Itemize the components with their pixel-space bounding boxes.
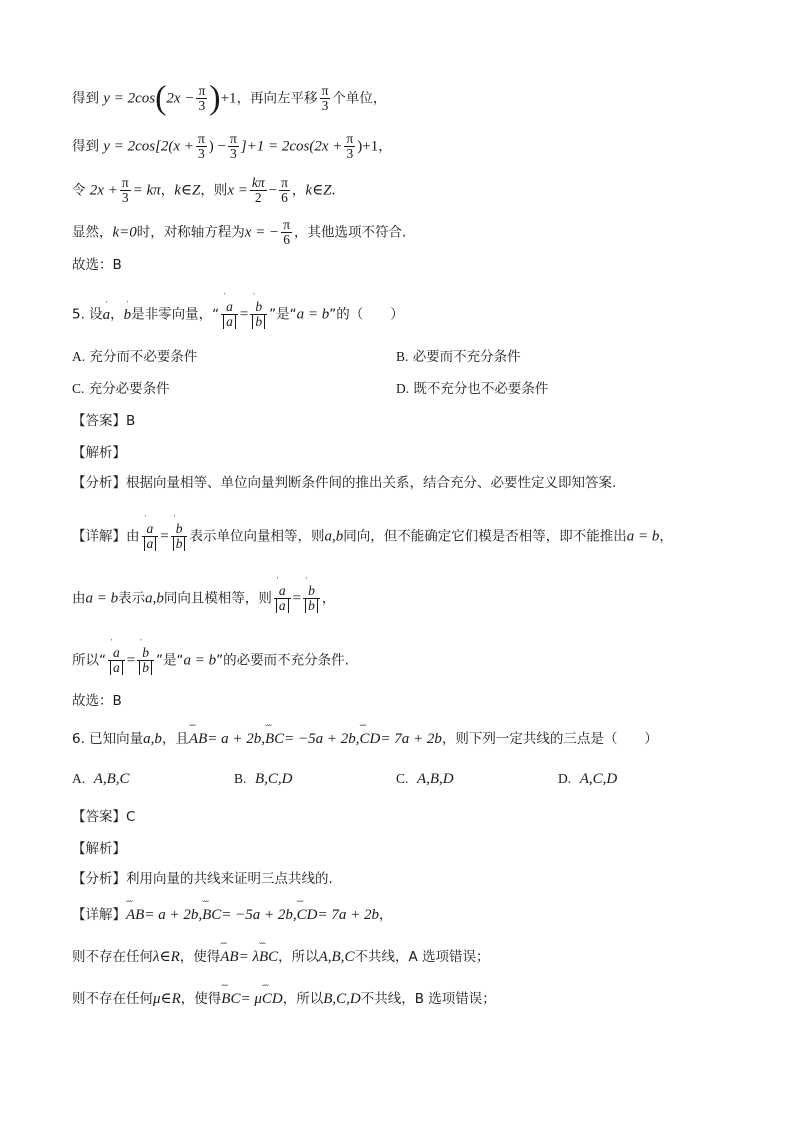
text: ，则 (200, 182, 228, 199)
math: = (126, 652, 136, 669)
num: ˈ a (274, 584, 291, 599)
text: 故选：B (72, 693, 122, 709)
num: ˈ a (108, 646, 125, 661)
fraction-unit-a (108, 646, 125, 675)
q5-option-b (396, 348, 521, 366)
option-label: A. (72, 349, 86, 364)
q6-option-b (234, 770, 292, 788)
math: 2x + (89, 182, 118, 199)
text: 得到 (72, 138, 99, 155)
den: a (276, 598, 289, 613)
num: π (121, 175, 129, 190)
text: ， (378, 138, 392, 155)
option-text: A,B,D (416, 771, 454, 787)
den: 2 (254, 190, 262, 205)
q5-jiexi (72, 444, 126, 462)
math: a = b (626, 528, 660, 545)
math: y = 2cos (103, 90, 156, 107)
text: 同向且模相等，则 (163, 590, 272, 607)
math: − (268, 182, 278, 199)
fraction (344, 132, 355, 161)
num: π (198, 83, 206, 98)
vec-BC: ˘˘˘ BC (265, 730, 284, 748)
num: π (321, 83, 329, 98)
math: A,B,C (318, 949, 355, 965)
fraction (120, 176, 131, 205)
vec-CD: ˘˘˘ CD (262, 990, 283, 1008)
option-label: D. (558, 771, 572, 786)
num: ˈ a (221, 300, 238, 315)
vec-AB: ˘˘˘ AB (126, 906, 144, 924)
answer-choice (72, 256, 122, 274)
text: 利用向量的共线来证明三点共线的. (126, 871, 333, 887)
math: +1 (220, 90, 237, 107)
math: = μ (240, 991, 262, 1007)
den: 3 (198, 98, 206, 113)
q-number: 5. 设 (72, 306, 103, 323)
q6-option-a (72, 770, 130, 788)
text: ， (321, 590, 336, 607)
option-text: A,B,C (93, 771, 130, 787)
text: ，其他选项不符合. (294, 224, 407, 241)
math: k=0 (112, 224, 137, 241)
vec-a: ˈ a (103, 306, 111, 324)
vec-BC: ˘˘˘ BC (221, 990, 240, 1008)
fraction (228, 132, 239, 161)
line-result (72, 132, 392, 161)
q5-stem (72, 300, 404, 329)
den: 3 (346, 146, 354, 161)
option-text: A,C,D (579, 771, 618, 787)
math: = (239, 306, 249, 323)
fraction-unit-b (137, 646, 154, 675)
num: ˈ b (250, 300, 267, 315)
den: 3 (121, 190, 129, 205)
vec-BC: ˘˘˘ BC (259, 948, 278, 966)
fraction-pi-6 (279, 176, 290, 205)
text: ”的（ ） (329, 306, 404, 323)
option-label: D. (396, 381, 410, 396)
q6-jiexi (72, 840, 126, 858)
vec-AB: ˘˘˘ AB (189, 730, 207, 748)
num: π (197, 131, 205, 146)
q5-fenxi (72, 474, 616, 492)
text: ，使得 (180, 991, 222, 1007)
num: ˈ b (171, 522, 188, 537)
vec-CD: ˘˘˘ CD (360, 730, 381, 748)
math: = −5a + 2b, (221, 907, 297, 923)
option-text: 必要而不充分条件 (412, 349, 521, 365)
q6-reason-1 (72, 948, 490, 966)
q6-fenxi (72, 870, 333, 888)
text: 【解析】 (72, 445, 126, 461)
fraction-kpi-2 (250, 176, 267, 205)
option-label: C. (396, 771, 409, 786)
tag: 【详解】 (72, 528, 126, 545)
vec-CD: ˘˘˘ CD (297, 906, 318, 924)
q6-option-c (396, 770, 454, 788)
text: 根据向量相等、单位向量判断条件间的推出关系，结合充分、必要性定义即知答案. (126, 475, 617, 491)
q6-reason-2 (72, 990, 496, 1008)
text: 时，对称轴方程为 (136, 224, 245, 241)
text: 【答案】C (72, 809, 136, 825)
text: ”的必要而不充分条件. (216, 652, 349, 669)
num: ˈ b (303, 584, 320, 599)
math: ) − (208, 138, 226, 155)
vec-AB: ˘˘˘ AB (220, 948, 238, 966)
q5-answer (72, 412, 135, 430)
math: a,b (145, 590, 164, 607)
den: 6 (281, 190, 288, 205)
den: a (223, 314, 236, 329)
q5-option-c (72, 380, 170, 398)
fraction (196, 132, 207, 161)
den: b (173, 536, 186, 551)
option-text: B,C,D (254, 771, 293, 787)
den: 3 (197, 146, 205, 161)
num: π (281, 175, 288, 190)
math: k∈Z (174, 182, 201, 199)
paren: ) (209, 79, 221, 117)
text: ，再向左平移 (236, 90, 318, 107)
option-text: 充分而不必要条件 (89, 349, 198, 365)
text: 不共线，A 选项错误； (354, 949, 490, 965)
fraction-pi-6 (281, 218, 292, 247)
option-text: 既不充分也不必要条件 (413, 381, 549, 397)
math: 2x − (166, 90, 195, 107)
line-shift-step (72, 79, 387, 117)
text: 由 (126, 528, 140, 545)
den: b (305, 598, 318, 613)
fraction-unit-b (250, 300, 267, 329)
math: λ∈R (153, 949, 180, 965)
math: a,b (324, 528, 344, 545)
math: μ∈R (153, 991, 181, 1007)
text: 不共线，B 选项错误； (360, 991, 496, 1007)
math: ]+1 = 2cos(2x + (240, 138, 343, 155)
text: 显然， (72, 224, 113, 241)
text: ，使得 (179, 949, 221, 965)
math: y = 2cos[2(x + (103, 138, 194, 155)
den: 3 (230, 146, 237, 161)
den: b (139, 660, 152, 675)
math: )+1 (357, 138, 379, 155)
text: 则不存在任何 (72, 991, 153, 1007)
text: 【解析】 (72, 841, 126, 857)
math: = (292, 590, 302, 607)
tag: 【分析】 (72, 871, 126, 887)
q6-option-d (558, 770, 617, 788)
math: . (331, 182, 336, 199)
text: ， (291, 182, 306, 199)
num: π (346, 131, 354, 146)
math: a = b (183, 652, 217, 669)
den: 6 (283, 232, 290, 247)
math: = kπ (132, 182, 161, 199)
q-number: 6. 已知向量 (72, 731, 144, 747)
q5-detail-1 (72, 522, 673, 551)
text: ， (160, 182, 175, 199)
math: = −5a + 2b, (284, 731, 360, 747)
tag: 【分析】 (72, 475, 126, 491)
text: 是非零向量，“ (131, 306, 220, 323)
text: ，且 (161, 731, 189, 747)
math: = 7a + 2b (317, 907, 379, 923)
text: ”是“ (155, 652, 184, 669)
q6-stem (72, 730, 658, 748)
text: 表示单位向量相等，则 (189, 528, 325, 545)
math: = a + 2b, (207, 731, 265, 747)
fraction-unit-a (274, 584, 291, 613)
math: a,b (143, 731, 162, 747)
text: 所以“ (72, 652, 106, 669)
text: ，则下列一定共线的三点是（ ） (441, 731, 658, 747)
text: 个单位， (332, 90, 387, 107)
fraction-unit-b (171, 522, 188, 551)
num: ˈ b (137, 646, 154, 661)
math: x = − (244, 224, 280, 241)
num: π (229, 131, 237, 146)
option-label: C. (72, 381, 85, 396)
line-obviously (72, 218, 406, 247)
text: ”是“ (269, 306, 297, 323)
fraction-unit-a (221, 300, 238, 329)
den: 3 (321, 98, 329, 113)
num: ˈ a (142, 522, 159, 537)
math: x = (227, 182, 248, 199)
q5-detail-3 (72, 646, 349, 675)
fraction-pi-3 (320, 84, 331, 113)
math: = a + 2b, (144, 907, 203, 923)
text: 则不存在任何 (72, 949, 153, 965)
text: 令 (72, 182, 86, 199)
math: k∈Z (305, 182, 332, 199)
math: = 7a + 2b (380, 731, 442, 747)
option-text: 充分必要条件 (88, 381, 170, 397)
option-label: A. (72, 771, 86, 786)
math: = (160, 528, 169, 545)
q5-detail-2 (72, 584, 335, 613)
q6-answer (72, 808, 135, 826)
num: π (283, 217, 291, 232)
text: 故选：B (72, 257, 122, 273)
vec-b: ˈ b (124, 306, 132, 324)
text: 【答案】B (72, 413, 136, 429)
den: a (110, 660, 123, 675)
text: ， (110, 306, 124, 323)
fraction-unit-a (142, 522, 159, 551)
text: ， (659, 528, 673, 545)
den: a (144, 536, 157, 551)
math: a = b (296, 306, 330, 323)
q5-option-a (72, 348, 197, 366)
text: 由 (72, 590, 86, 607)
paren: ( (155, 79, 167, 117)
fraction-unit-b (303, 584, 320, 613)
fraction-pi-3 (196, 84, 207, 113)
tag: 【详解】 (72, 907, 126, 923)
text: ， (378, 907, 393, 923)
q5-final (72, 692, 122, 710)
line-let (72, 176, 335, 205)
math: = λ (238, 949, 259, 965)
den: b (252, 314, 265, 329)
option-label: B. (396, 349, 409, 364)
q6-detail (72, 906, 392, 924)
q5-option-d (396, 380, 548, 398)
num: kπ (251, 175, 265, 190)
text: 得到 (72, 90, 99, 107)
option-label: B. (234, 771, 247, 786)
text: 同向，但不能确定它们模是否相等，即不能推出 (343, 528, 627, 545)
text: ，所以 (282, 991, 324, 1007)
vec-BC: ˘˘˘ BC (202, 906, 221, 924)
text: 表示 (118, 590, 146, 607)
math: B,C,D (323, 991, 361, 1007)
math: a = b (85, 590, 119, 607)
text: ，所以 (278, 949, 319, 965)
